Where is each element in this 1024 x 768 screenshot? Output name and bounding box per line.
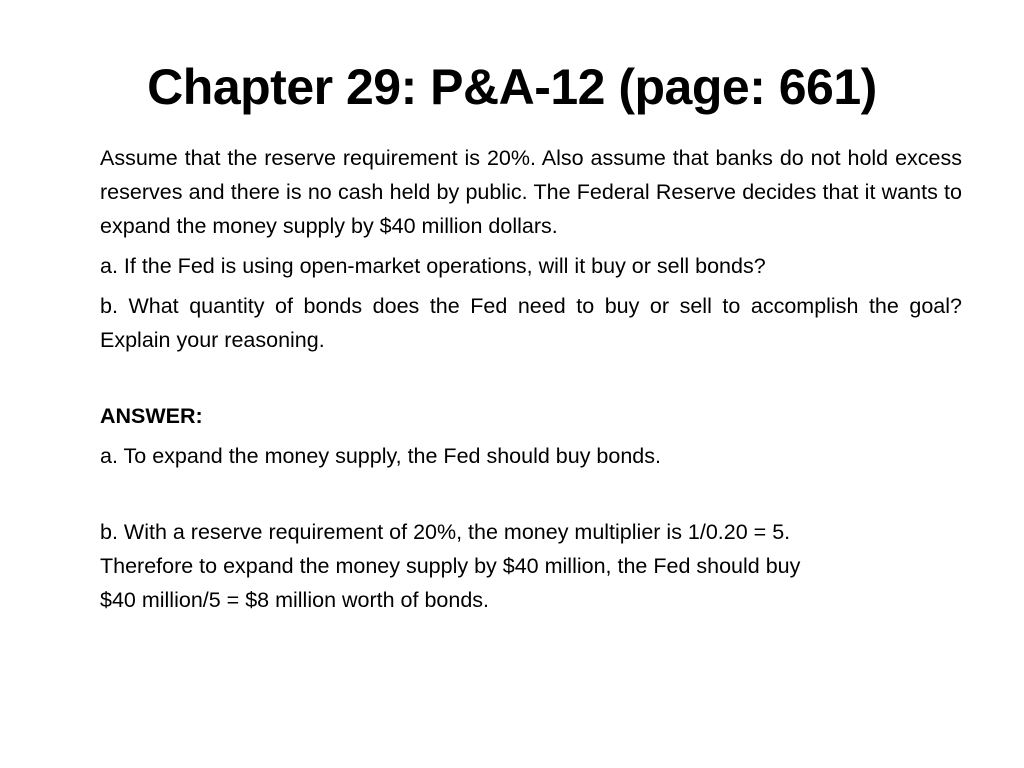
question-intro: Assume that the reserve requirement is 20%. Also assume that banks do not hold excess reserves and there is no cash held by public. The Federal Reserve decides that it wants to expand the money supply by $40 million dollars. [100, 146, 962, 238]
answer-part-b-line: Therefore to expand the money supply by $40 million, the Fed should buy [100, 554, 801, 578]
question-part-b: b. What quantity of bonds does the Fed need to buy or sell to accomplish the goal? Explain your reasoning. [100, 294, 962, 352]
answer-heading: ANSWER: [100, 404, 203, 428]
answer-part-b-line: b. With a reserve requirement of 20%, the money multiplier is 1/0.20 = 5. [100, 520, 791, 544]
slide-body [100, 141, 962, 617]
answer-part-b [100, 515, 962, 617]
answer-part-a: a. To expand the money supply, the Fed should buy bonds. [100, 444, 661, 468]
answer-part-b-line: $40 million/5 = $8 million worth of bonds. [100, 588, 490, 612]
slide-title: Chapter 29: P&A-12 (page: 661) [147, 59, 877, 115]
question-part-a: a. If the Fed is using open-market operations, will it buy or sell bonds? [100, 254, 766, 278]
